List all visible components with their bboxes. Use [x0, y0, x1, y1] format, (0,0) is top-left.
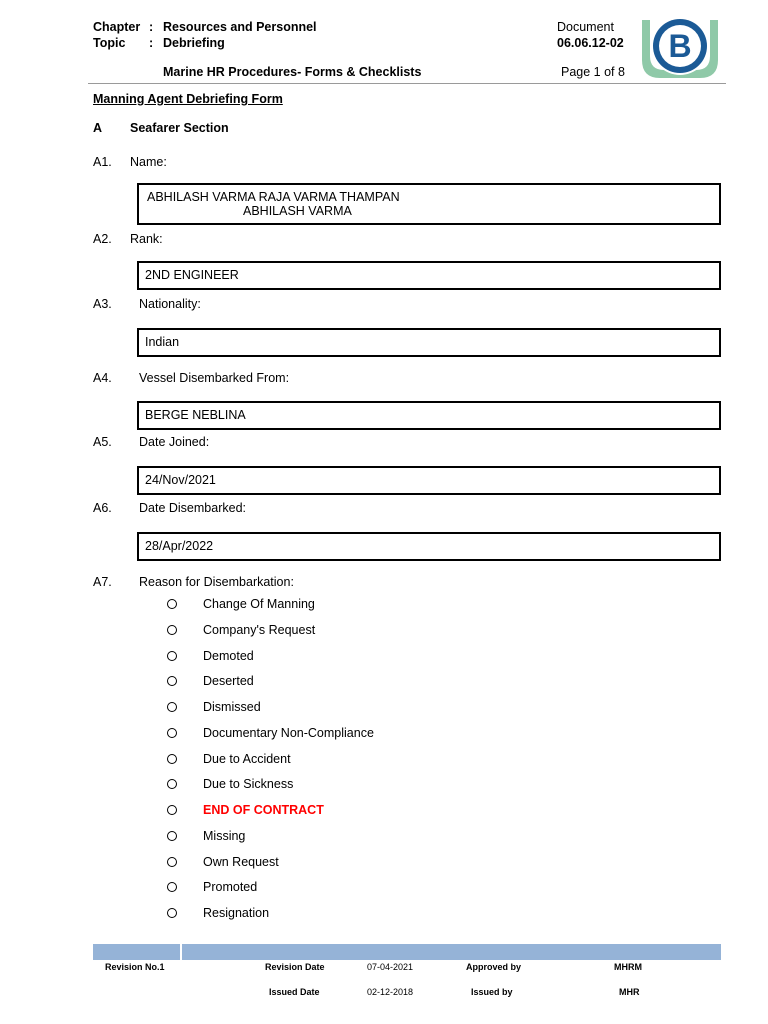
- reason-option-label: Due to Accident: [203, 751, 291, 766]
- reason-option-label: Resignation: [203, 906, 270, 920]
- rank-field[interactable]: 2ND ENGINEER: [137, 261, 721, 290]
- question-number: A7.: [93, 575, 112, 589]
- question-label-date-joined: Date Joined:: [139, 435, 210, 449]
- question-number: A4.: [93, 371, 112, 385]
- company-logo-icon: [636, 16, 724, 82]
- reason-option-label: Demoted: [203, 648, 254, 663]
- chapter-label: Chapter: [93, 20, 141, 34]
- radio-circle-icon[interactable]: [167, 651, 177, 661]
- question-label-rank: Rank:: [130, 232, 163, 246]
- reason-option-label: Missing: [203, 828, 246, 843]
- question-number: A3.: [93, 297, 112, 311]
- vessel-field[interactable]: BERGE NEBLINA: [137, 401, 721, 430]
- question-label-nationality: Nationality:: [139, 297, 201, 311]
- radio-circle-icon[interactable]: [167, 702, 177, 712]
- radio-circle-icon[interactable]: [167, 754, 177, 764]
- footer-revision-date: 07-04-2021: [367, 962, 414, 972]
- question-label-vessel: Vessel Disembarked From:: [139, 371, 290, 385]
- header-divider: [88, 83, 726, 84]
- page-indicator: Page 1 of 8: [561, 65, 625, 79]
- reason-option-label: Dismissed: [203, 700, 261, 714]
- radio-circle-icon[interactable]: [167, 676, 177, 686]
- date-disembarked-field[interactable]: 28/Apr/2022: [137, 532, 721, 561]
- question-number: A1.: [93, 155, 112, 169]
- form-title: Manning Agent Debriefing Form: [93, 92, 283, 106]
- reason-option-label: Due to Sickness: [203, 777, 294, 792]
- radio-circle-icon[interactable]: [167, 908, 177, 918]
- footer-revision-date-label: Revision Date: [265, 962, 325, 972]
- name-field[interactable]: [137, 183, 721, 225]
- radio-circle-icon[interactable]: [167, 882, 177, 892]
- question-label-name: Name:: [130, 155, 167, 169]
- reason-option-label: Deserted: [203, 674, 254, 689]
- question-label-date-disembarked: Date Disembarked:: [139, 501, 246, 515]
- document-label: Document: [557, 20, 614, 34]
- chapter-value: Resources and Personnel: [163, 20, 317, 34]
- footer-bar: [93, 944, 721, 960]
- footer-issued-date: 02-12-2018: [367, 987, 414, 997]
- question-number: A6.: [93, 501, 112, 515]
- date-joined-field[interactable]: 24/Nov/2021: [137, 466, 721, 495]
- reason-option-label: Own Request: [203, 854, 279, 869]
- radio-circle-icon[interactable]: [167, 857, 177, 867]
- topic-value: Debriefing: [163, 36, 225, 50]
- radio-circle-icon[interactable]: [167, 728, 177, 738]
- name-value-line2: ABHILASH VARMA: [243, 204, 352, 218]
- topic-label: Topic: [93, 36, 126, 50]
- radio-circle-icon[interactable]: [167, 831, 177, 841]
- question-label-reason: Reason for Disembarkation:: [139, 575, 294, 589]
- header-subtitle: Marine HR Procedures- Forms & Checklists: [163, 65, 422, 79]
- footer-approved-by: MHRM: [614, 962, 642, 972]
- reason-option-label: Change Of Manning: [203, 597, 315, 611]
- radio-circle-icon[interactable]: [167, 625, 177, 635]
- footer-approved-by-label: Approved by: [466, 962, 522, 972]
- section-title: Seafarer Section: [130, 121, 229, 135]
- section-letter: A: [93, 121, 103, 135]
- reason-option-label: Documentary Non-Compliance: [203, 725, 374, 740]
- document-number: 06.06.12-02: [557, 36, 624, 50]
- footer-issued-by: MHR: [619, 987, 640, 997]
- radio-circle-icon[interactable]: [167, 805, 177, 815]
- name-value-line1: ABHILASH VARMA RAJA VARMA THAMPAN: [147, 190, 400, 204]
- footer-issued-by-label: Issued by: [471, 987, 513, 997]
- topic-separator: :: [149, 36, 154, 50]
- nationality-field[interactable]: Indian: [137, 328, 721, 357]
- footer-revision-no: Revision No.1: [105, 962, 165, 972]
- reason-option-label: Company's Request: [203, 622, 316, 637]
- radio-circle-icon[interactable]: [167, 779, 177, 789]
- reason-option-label: END OF CONTRACT: [203, 803, 324, 817]
- logo-letter: B: [668, 28, 692, 64]
- question-number: A2.: [93, 232, 112, 246]
- radio-circle-icon[interactable]: [167, 599, 177, 609]
- chapter-separator: :: [149, 20, 154, 34]
- question-number: A5.: [93, 435, 112, 449]
- footer-issued-date-label: Issued Date: [269, 987, 320, 997]
- reason-option-label: Promoted: [203, 880, 258, 895]
